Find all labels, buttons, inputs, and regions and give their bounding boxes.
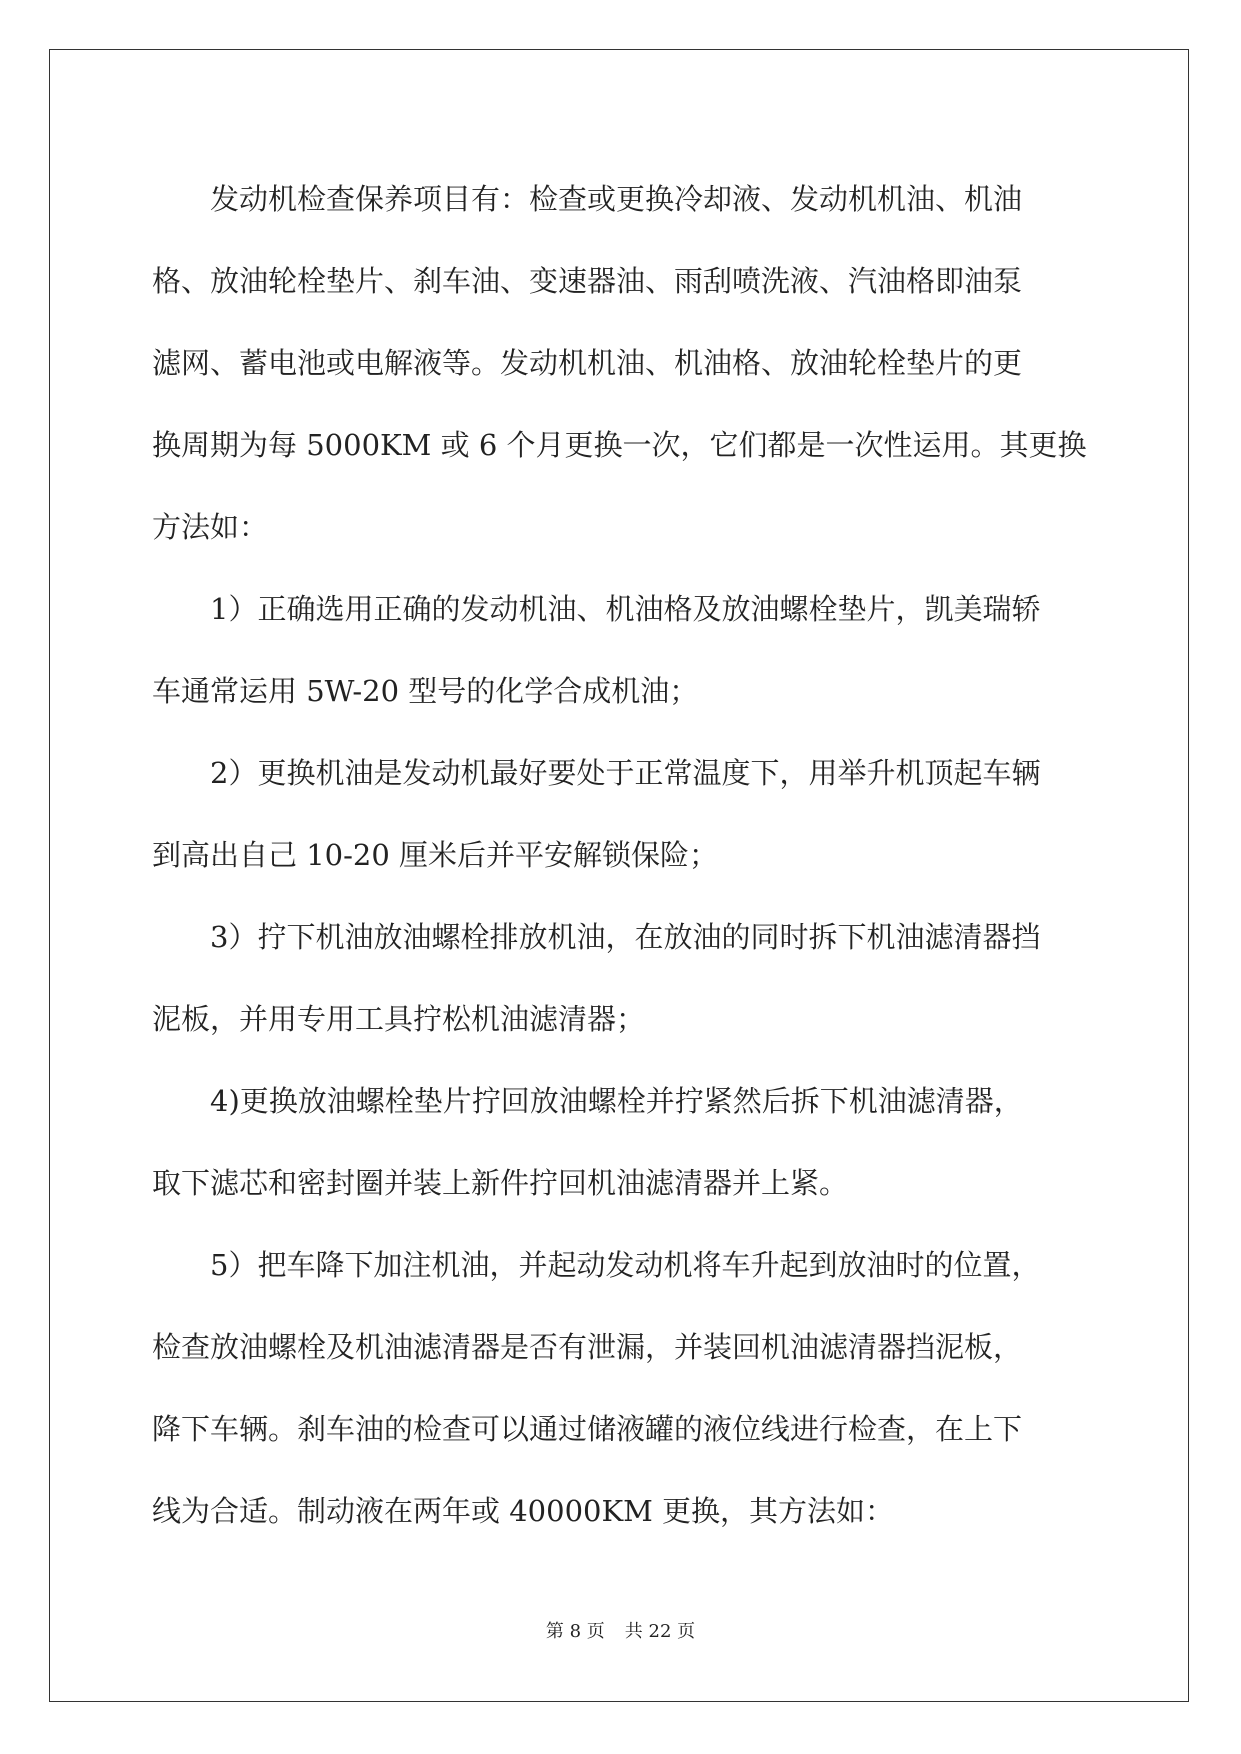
text-line: 3）拧下机油放油螺栓排放机油，在放油的同时拆下机油滤清器挡 [210,920,1041,954]
document-body [152,158,1092,1552]
text-line: 1）正确选用正确的发动机油、机油格及放油螺栓垫片，凯美瑞轿 [210,592,1041,626]
text-line: 2）更换机油是发动机最好要处于正常温度下，用举升机顶起车辆 [210,756,1041,790]
text-line: 5）把车降下加注机油，并起动发动机将车升起到放油时的位置， [210,1248,1041,1282]
paragraph-2 [152,568,1092,732]
paragraph-5 [152,1060,1092,1224]
text-line: 降下车辆。刹车油的检查可以通过储液罐的液位线进行检查，在上下 [152,1412,1023,1446]
text-line: 车通常运用 5W-20 型号的化学合成机油； [152,674,699,708]
text-line: 取下滤芯和密封圈并装上新件拧回机油滤清器并上紧。 [152,1166,849,1200]
text-line: 4)更换放油螺栓垫片拧回放油螺栓并拧紧然后拆下机油滤清器， [210,1084,1023,1118]
text-line: 滤网、蓄电池或电解液等。发动机机油、机油格、放油轮栓垫片的更 [152,346,1023,380]
text-line: 换周期为每 5000KM 或 6 个月更换一次，它们都是一次性运用。其更换 [152,428,1087,462]
page-total: 共 22 页 [624,1621,696,1642]
page-number: 第 8 页 [545,1621,605,1642]
paragraph-3 [152,732,1092,896]
text-line: 方法如： [152,510,269,544]
text-line: 格、放油轮栓垫片、刹车油、变速器油、雨刮喷洗液、汽油格即油泵 [152,264,1023,298]
text-line: 到高出自己 10-20 厘米后并平安解锁保险； [152,838,719,872]
text-line: 泥板，并用专用工具拧松机油滤清器； [152,1002,646,1036]
text-line: 发动机检查保养项目有：检查或更换冷却液、发动机机油、机油 [210,182,1023,216]
text-line: 线为合适。制动液在两年或 40000KM 更换，其方法如： [152,1494,895,1528]
paragraph-1 [152,158,1092,568]
paragraph-4 [152,896,1092,1060]
page-footer [0,1617,1241,1643]
text-line: 检查放油螺栓及机油滤清器是否有泄漏，并装回机油滤清器挡泥板， [152,1330,1023,1364]
paragraph-6 [152,1224,1092,1552]
